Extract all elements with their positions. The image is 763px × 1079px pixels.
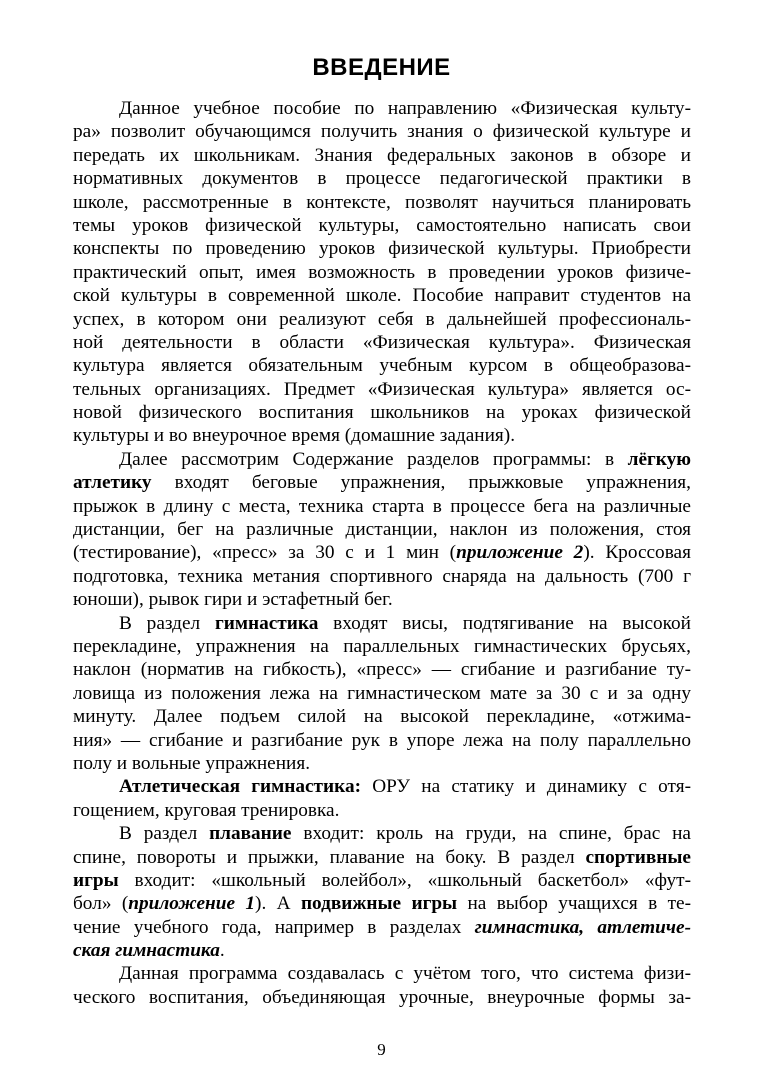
text-line bbox=[73, 261, 691, 284]
text-line bbox=[73, 986, 691, 1009]
text-line bbox=[73, 97, 691, 120]
text-segment: подготовка, техника метания спортивного снаряда на дальность (700 г bbox=[73, 565, 691, 587]
text-line bbox=[73, 191, 691, 214]
page-number: 9 bbox=[377, 1040, 386, 1059]
text-segment: ческого воспитания, объединяющая урочные, внеурочные формы за- bbox=[73, 986, 691, 1008]
text-segment: тельных организациях. Предмет «Физическая культура» является ос- bbox=[73, 378, 691, 400]
text-segment: входит: «школьный волейбол», «школьный баскетбол» «фут- bbox=[118, 869, 691, 891]
text-segment: ра» позволит обучающимся получить знания о физической культуре и bbox=[73, 121, 691, 143]
text-segment: минуту. Далее подъем силой на высокой перекладине, «отжима- bbox=[73, 706, 691, 728]
text-line bbox=[73, 144, 691, 167]
emphasis-text: гимнастика bbox=[214, 612, 319, 634]
text-segment: В раздел bbox=[119, 823, 210, 845]
text-line bbox=[73, 237, 691, 260]
text-line bbox=[73, 705, 691, 728]
text-segment: (тестирование), «пресс» за 30 с и 1 мин ( bbox=[73, 542, 457, 564]
text-line bbox=[73, 612, 691, 635]
text-segment: Далее рассмотрим Содержание разделов программы: в bbox=[119, 448, 628, 470]
text-segment: ОРУ на статику и динамику с отя- bbox=[361, 776, 691, 798]
text-segment: новой физического воспитания школьников на уроках физической bbox=[73, 402, 691, 424]
emphasis-text: игры bbox=[73, 869, 119, 891]
text-segment: входит: кроль на груди, на спине, брас на bbox=[291, 823, 691, 845]
text-line bbox=[73, 729, 691, 752]
text-segment: В раздел bbox=[119, 612, 215, 634]
text-line bbox=[73, 892, 691, 915]
text-segment: культуры и во внеурочное время (домашние задания). bbox=[73, 425, 516, 447]
text-segment: темы уроков физической культуры, самостоятельно написать свои bbox=[73, 214, 691, 236]
emphasis-text: плавание bbox=[209, 823, 292, 845]
emphasis-text: приложение 2 bbox=[456, 542, 584, 564]
text-line bbox=[73, 775, 691, 798]
page-title: ВВЕДЕНИЕ bbox=[312, 54, 451, 81]
text-line bbox=[73, 284, 691, 307]
text-line bbox=[73, 799, 691, 822]
text-line bbox=[73, 378, 691, 401]
text-line bbox=[73, 752, 691, 775]
text-segment: чение учебного года, например в разделах bbox=[73, 916, 475, 938]
text-segment: наклон (норматив на гибкость), «пресс» — сгибание и разгибание ту- bbox=[73, 659, 691, 681]
text-line bbox=[73, 565, 691, 588]
text-line bbox=[73, 635, 691, 658]
text-line bbox=[73, 682, 691, 705]
text-line bbox=[73, 846, 691, 869]
text-segment: бол» ( bbox=[73, 893, 129, 915]
text-line bbox=[73, 167, 691, 190]
text-segment: входят беговые упражнения, прыжковые упражнения, bbox=[151, 472, 691, 494]
text-segment: Данное учебное пособие по направлению «Физическая культу- bbox=[119, 98, 691, 119]
text-line bbox=[73, 308, 691, 331]
text-line bbox=[73, 448, 691, 471]
text-segment: ской культуры в современной школе. Пособие направит студентов на bbox=[73, 285, 691, 307]
text-segment: ловища из положения лежа на гимнастическом мате за 30 с и за одну bbox=[73, 682, 691, 704]
text-segment: конспекты по проведению уроков физической культуры. Приобрести bbox=[73, 238, 691, 260]
text-segment: школе, рассмотренные в контексте, позволят научиться планировать bbox=[73, 191, 691, 213]
text-line bbox=[73, 822, 691, 845]
emphasis-text: лёгкую bbox=[627, 448, 691, 470]
text-segment: гощением, круговая тренировка. bbox=[73, 799, 340, 821]
emphasis-text: ская гимнастика bbox=[73, 940, 220, 962]
text-line bbox=[73, 518, 691, 541]
text-segment: юноши), рывок гири и эстафетный бег. bbox=[73, 589, 393, 611]
text-segment: полу и вольные упражнения. bbox=[73, 752, 311, 774]
emphasis-text: подвижные игры bbox=[300, 893, 458, 915]
text-line bbox=[73, 588, 691, 611]
text-segment: ). Кроссовая bbox=[583, 542, 691, 564]
emphasis-text: гимнастика, атлетиче- bbox=[474, 916, 691, 938]
text-segment: дистанции, бег на различные дистанции, наклон из положения, стоя bbox=[73, 519, 691, 541]
text-segment: входят висы, подтягивание на высокой bbox=[318, 612, 691, 634]
text-line bbox=[73, 331, 691, 354]
text-line bbox=[73, 471, 691, 494]
text-segment: практический опыт, имея возможность в проведении уроков физиче- bbox=[73, 261, 691, 283]
text-line bbox=[73, 869, 691, 892]
emphasis-text: Атлетическая гимнастика: bbox=[119, 776, 362, 798]
text-segment: успех, в котором они реализуют себя в дальнейшей профессиональ- bbox=[73, 308, 691, 330]
text-segment: культура является обязательным учебным курсом в общеобразова- bbox=[73, 355, 691, 377]
text-line bbox=[73, 658, 691, 681]
text-segment: ния» — сгибание и разгибание рук в упоре лежа на полу параллельно bbox=[73, 729, 691, 751]
text-line bbox=[73, 541, 691, 564]
emphasis-text: спортивные bbox=[585, 846, 691, 868]
text-line bbox=[73, 401, 691, 424]
text-segment: спине, повороты и прыжки, плавание на боку. В раздел bbox=[73, 846, 586, 868]
emphasis-text: атлетику bbox=[73, 472, 152, 494]
text-line bbox=[73, 495, 691, 518]
text-line bbox=[73, 214, 691, 237]
text-segment: на выбор учащихся в те- bbox=[457, 893, 691, 915]
emphasis-text: приложение 1 bbox=[128, 893, 256, 915]
text-line bbox=[73, 962, 691, 985]
text-segment: ). А bbox=[255, 893, 301, 915]
text-line bbox=[73, 120, 691, 143]
body-text bbox=[73, 97, 691, 1009]
text-line bbox=[73, 354, 691, 377]
text-segment: ной деятельности в области «Физическая культура». Физическая bbox=[73, 331, 691, 353]
text-segment: нормативных документов в процессе педагогической практики в bbox=[73, 168, 691, 190]
text-segment: прыжок в длину с места, техника старта в процессе бега на различные bbox=[73, 495, 691, 517]
text-segment: . bbox=[219, 940, 225, 962]
text-line bbox=[73, 916, 691, 939]
text-line bbox=[73, 939, 691, 962]
text-segment: передать их школьникам. Знания федеральных законов в обзоре и bbox=[73, 144, 691, 166]
text-line bbox=[73, 424, 691, 447]
text-segment: Данная программа создавалась с учётом того, что система физи- bbox=[119, 963, 691, 985]
text-segment: перекладине, упражнения на параллельных гимнастических брусьях, bbox=[73, 635, 691, 657]
